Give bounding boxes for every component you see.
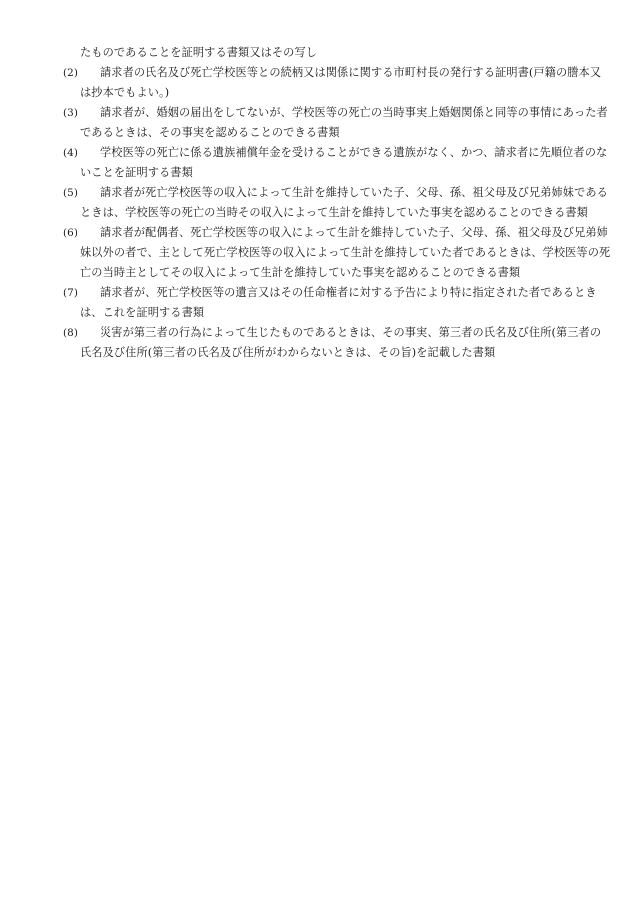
item-text: 請求者が、死亡学校医等の遺言又はその任命権者に対する予告により特に指定された者であるときは、これを証明する書類	[80, 286, 597, 319]
list-item-2	[63, 63, 612, 103]
item-text: 学校医等の死亡に係る遺族補償年金を受けることができる遺族がなく、かつ、請求者に先順位者のないことを証明する書類	[80, 146, 608, 179]
list-item-7	[63, 283, 612, 323]
item-text: 災害が第三者の行為によって生じたものであるときは、その事実、第三者の氏名及び住所(第三者の氏名及び住所(第三者の氏名及び住所がわからないときは、その旨)を記載した書類	[80, 326, 602, 359]
list-item-8	[63, 323, 612, 363]
item-number: (2)	[63, 67, 79, 79]
item-text: 請求者が、婚姻の届出をしてないが、学校医等の死亡の当時事実上婚姻関係と同等の事情にあった者であるときは、その事実を認めることのできる書類	[80, 106, 608, 139]
item-number: (3)	[63, 107, 79, 119]
list-item-6	[63, 223, 612, 283]
item-number: (8)	[63, 327, 79, 339]
list-item-3	[63, 103, 612, 143]
item-number: (6)	[63, 227, 79, 239]
item-text: 請求者が配偶者、死亡学校医等の収入によって生計を維持していた子、父母、孫、祖父母及び兄弟姉妹以外の者で、主として死亡学校医等の収入によって生計を維持していた者であるときは、学校医等の死亡の当時主としてその収入によって生計を維持していた事実を認めることのできる書類	[80, 226, 611, 279]
document-body	[63, 43, 612, 363]
list-item-5	[63, 183, 612, 223]
list-item-4	[63, 143, 612, 183]
item-text: 請求者が死亡学校医等の収入によって生計を維持していた子、父母、孫、祖父母及び兄弟姉妹であるときは、学校医等の死亡の当時その収入によって生計を維持していた事実を認めることのできる書類	[80, 186, 608, 219]
continuation-text: たものであることを証明する書類又はその写し	[80, 46, 318, 59]
item-number: (4)	[63, 147, 79, 159]
item-number: (5)	[63, 187, 79, 199]
item-text: 請求者の氏名及び死亡学校医等との続柄又は関係に関する市町村長の発行する証明書(戸籍の謄本又は抄本でもよい。)	[80, 66, 602, 99]
item-number: (7)	[63, 287, 79, 299]
